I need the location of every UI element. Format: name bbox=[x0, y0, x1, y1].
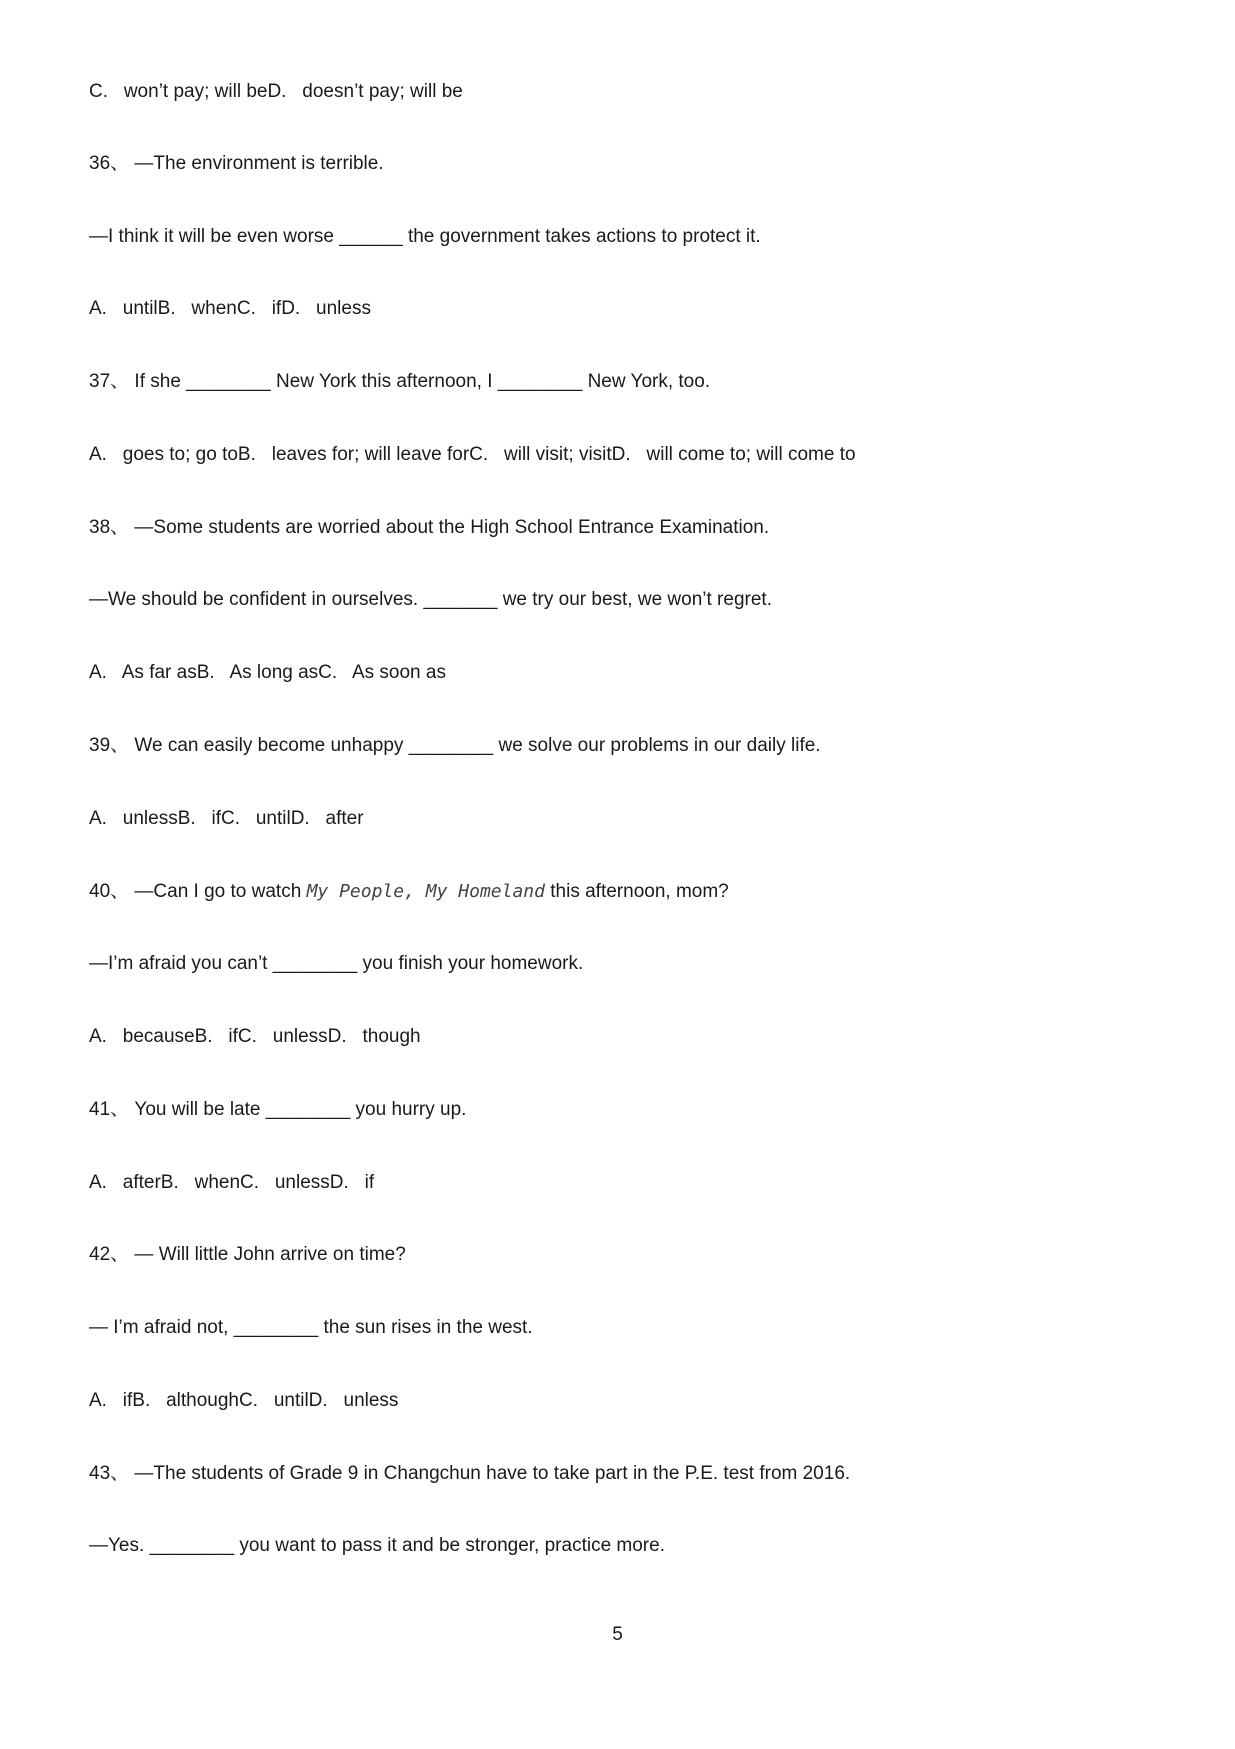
q38-response: —We should be confident in ourselves. _______ we try our best, we won’t regret. bbox=[89, 589, 772, 610]
q37-options: A. goes to; go toB. leaves for; will leave forC. will visit; visitD. will come to; will come to bbox=[89, 444, 856, 465]
q38-prompt: 38、 —Some students are worried about the High School Entrance Examination. bbox=[89, 517, 770, 538]
page-number: 5 bbox=[612, 1624, 623, 1645]
q40-prompt-after: this afternoon, mom? bbox=[544, 881, 729, 902]
q36-response: —I think it will be even worse ______ the government takes actions to protect it. bbox=[89, 226, 761, 247]
q39-options: A. unlessB. ifC. untilD. after bbox=[89, 808, 364, 829]
q37-prompt: 37、 If she ________ New York this afternoon, I ________ New York, too. bbox=[89, 371, 711, 392]
q40-response: —I’m afraid you can’t ________ you finish your homework. bbox=[89, 953, 584, 974]
q40-prompt-before: 40、 —Can I go to watch bbox=[89, 881, 307, 902]
q36-options: A. untilB. whenC. ifD. unless bbox=[89, 298, 371, 319]
q43-prompt: 43、 —The students of Grade 9 in Changchun have to take part in the P.E. test from 2016. bbox=[89, 1463, 851, 1484]
q42-options: A. ifB. althoughC. untilD. unless bbox=[89, 1390, 399, 1411]
q43-response: —Yes. ________ you want to pass it and be stronger, practice more. bbox=[89, 1535, 665, 1556]
q39-prompt: 39、 We can easily become unhappy ________ we solve our problems in our daily life. bbox=[89, 735, 821, 756]
q42-response: — I’m afraid not, ________ the sun rises in the west. bbox=[89, 1317, 533, 1338]
q40-options: A. becauseB. ifC. unlessD. though bbox=[89, 1026, 421, 1047]
q41-prompt: 41、 You will be late ________ you hurry up. bbox=[89, 1099, 467, 1120]
q40-prompt bbox=[89, 880, 729, 904]
q35-options-cd: C. won’t pay; will beD. doesn’t pay; will be bbox=[89, 81, 463, 102]
q38-options: A. As far asB. As long asC. As soon as bbox=[89, 662, 446, 683]
q36-prompt: 36、 —The environment is terrible. bbox=[89, 153, 384, 174]
q40-movie-title: My People, My Homeland bbox=[306, 881, 545, 902]
q41-options: A. afterB. whenC. unlessD. if bbox=[89, 1172, 375, 1193]
q42-prompt: 42、 — Will little John arrive on time? bbox=[89, 1244, 406, 1265]
